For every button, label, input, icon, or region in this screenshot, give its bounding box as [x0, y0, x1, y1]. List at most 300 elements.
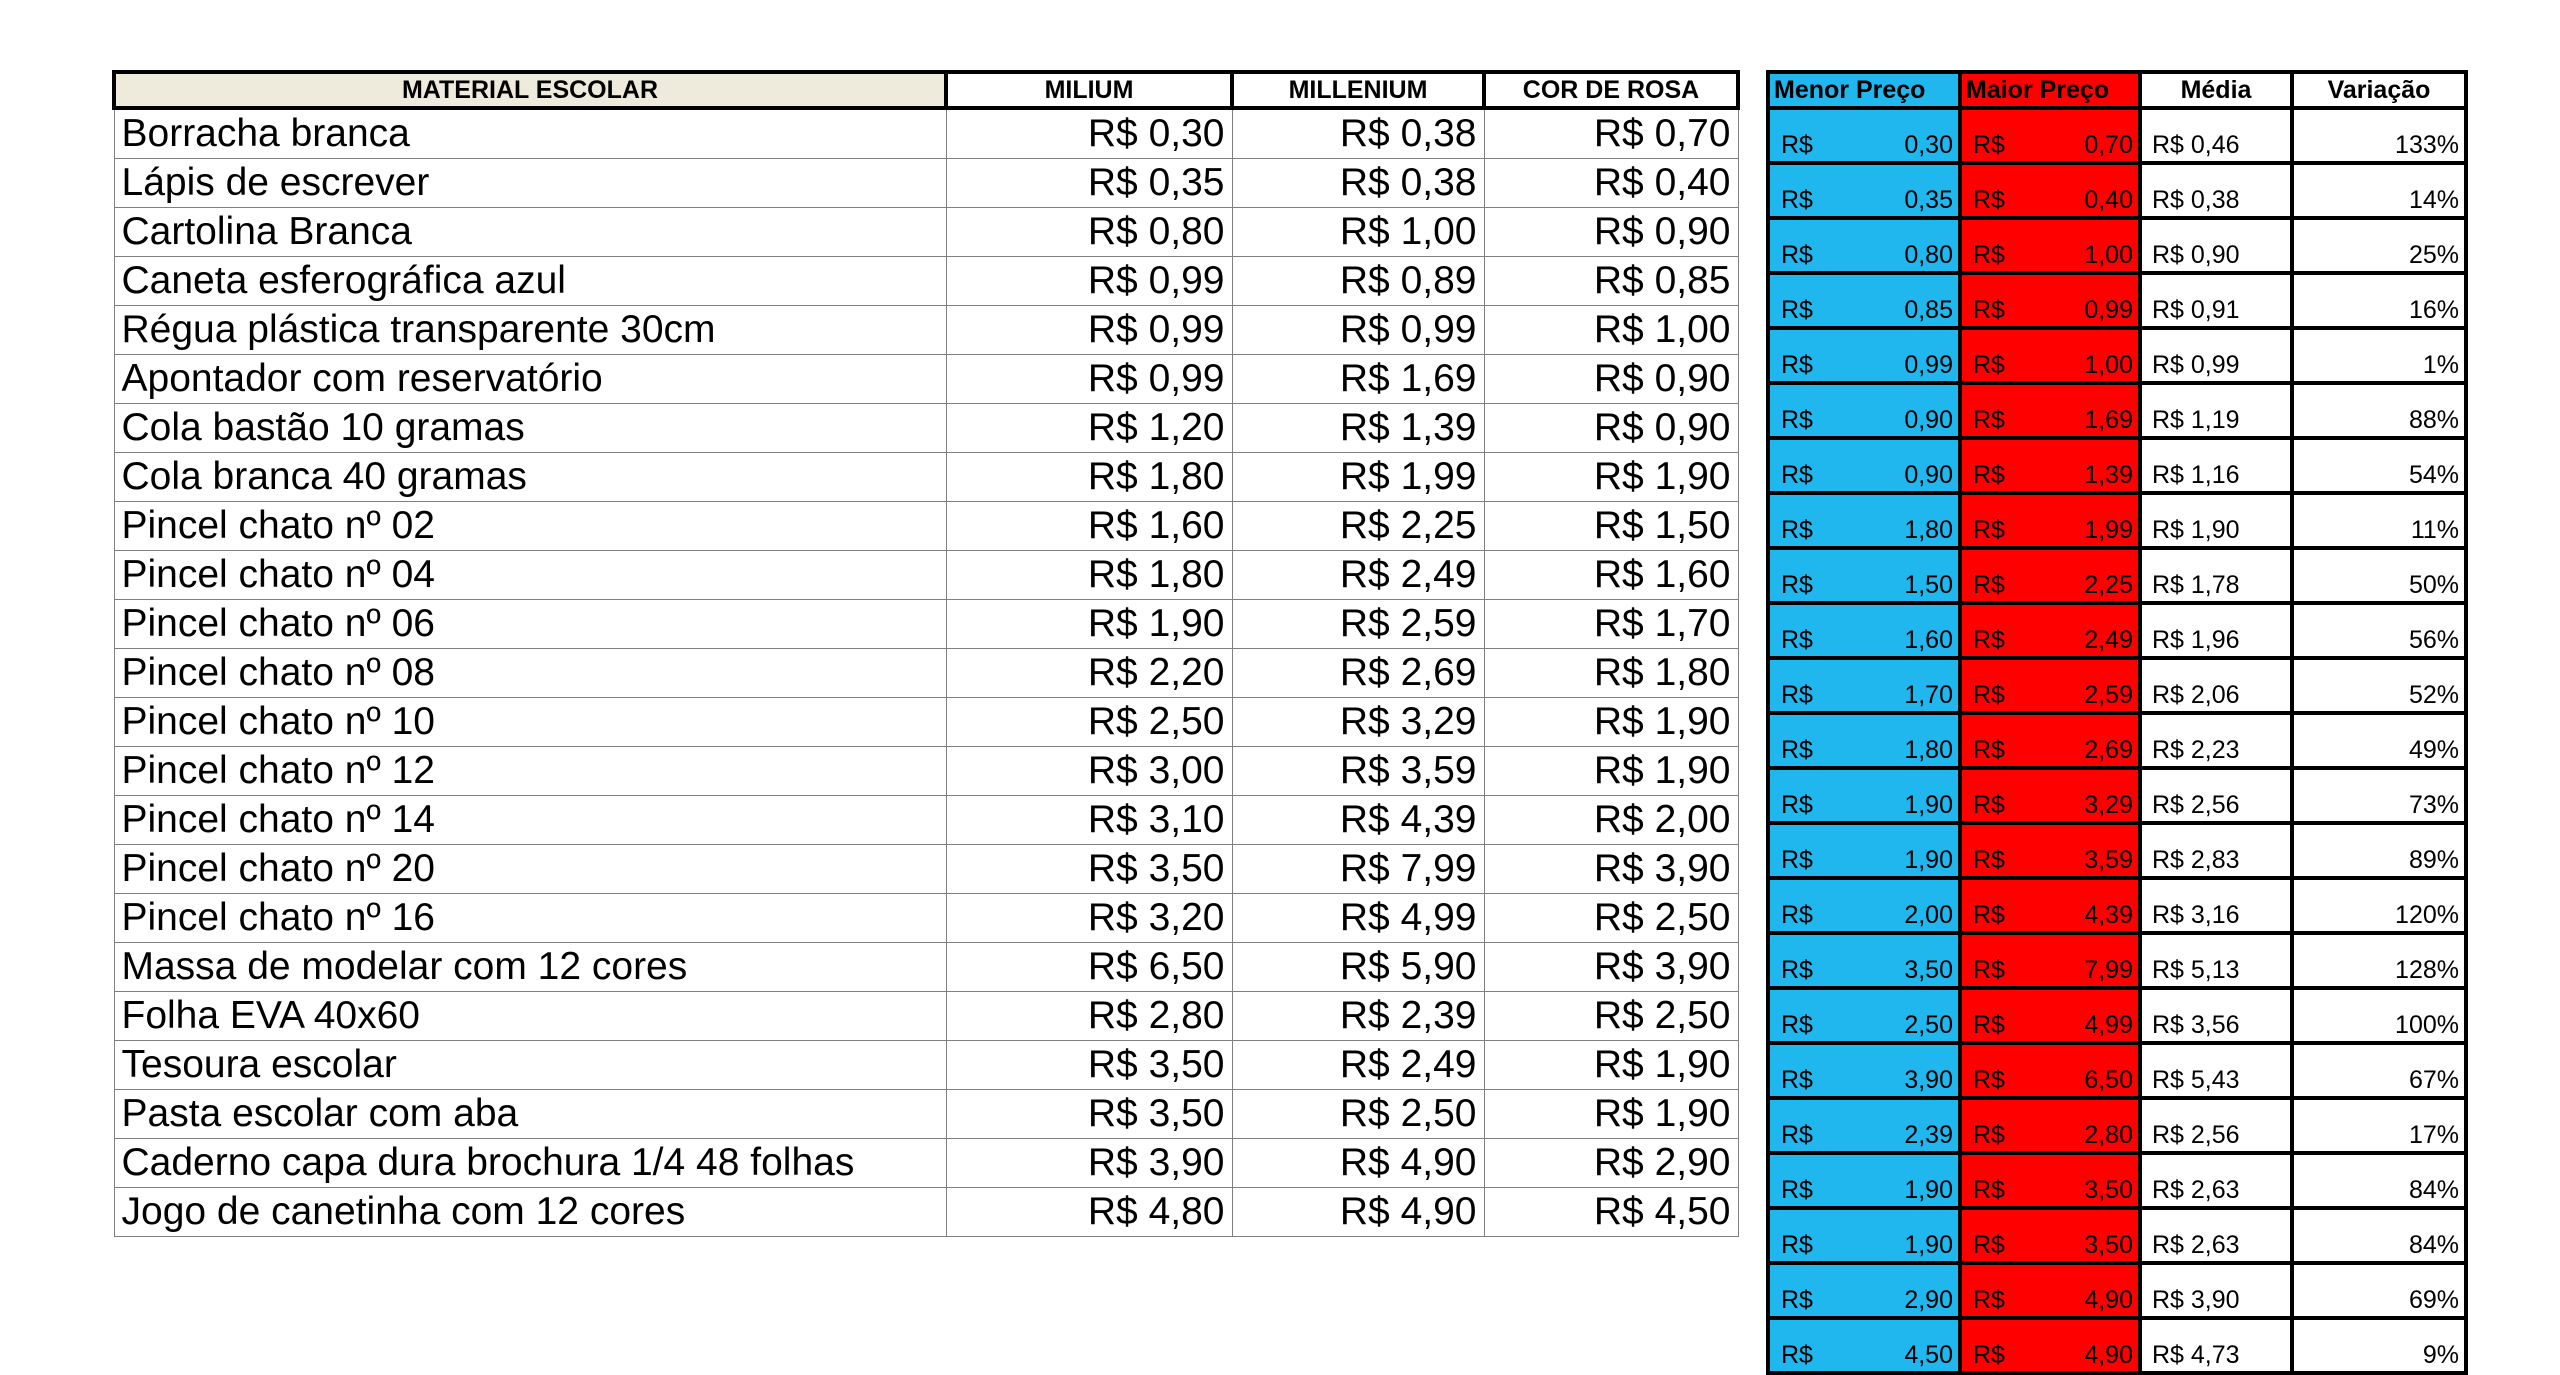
variacao-cell[interactable]: 133% — [2292, 108, 2466, 163]
menor-preco-cell[interactable] — [1768, 163, 1960, 218]
summary-row — [1768, 713, 2466, 768]
currency-symbol: R$ — [1973, 681, 2005, 709]
maior-preco-cell[interactable] — [1960, 273, 2140, 328]
header-material[interactable]: MATERIAL ESCOLAR — [114, 72, 946, 108]
cor-de-rosa-price-cell[interactable]: R$ 1,90 — [1484, 698, 1738, 747]
variacao-cell[interactable]: 25% — [2292, 218, 2466, 273]
money-value — [1775, 847, 1953, 873]
milium-price-cell[interactable]: R$ 3,90 — [946, 1139, 1232, 1188]
currency-symbol: R$ — [1781, 1121, 1813, 1149]
money-value — [1775, 627, 1953, 653]
table-row — [114, 698, 1738, 747]
menor-preco-cell[interactable] — [1768, 713, 1960, 768]
maior-preco-cell[interactable] — [1960, 1043, 2140, 1098]
milium-price-cell[interactable]: R$ 2,50 — [946, 698, 1232, 747]
menor-preco-cell[interactable] — [1768, 218, 1960, 273]
currency-symbol: R$ — [1781, 241, 1813, 269]
menor-preco-cell[interactable] — [1768, 273, 1960, 328]
material-name-cell[interactable]: Pasta escolar com aba — [114, 1090, 946, 1139]
currency-symbol: R$ — [1973, 131, 2005, 159]
amount: 0,90 — [1904, 461, 1953, 489]
maior-preco-cell[interactable] — [1960, 823, 2140, 878]
variacao-cell[interactable]: 67% — [2292, 1043, 2466, 1098]
currency-symbol: R$ — [1973, 1231, 2005, 1259]
cor-de-rosa-price-cell[interactable]: R$ 1,90 — [1484, 747, 1738, 796]
variacao-cell[interactable]: 16% — [2292, 273, 2466, 328]
menor-preco-cell[interactable] — [1768, 878, 1960, 933]
millenium-price-cell[interactable]: R$ 3,59 — [1232, 747, 1484, 796]
maior-preco-cell[interactable] — [1960, 493, 2140, 548]
table-row — [114, 551, 1738, 600]
menor-preco-cell[interactable] — [1768, 108, 1960, 163]
variacao-cell[interactable]: 84% — [2292, 1153, 2466, 1208]
amount: 0,70 — [2084, 131, 2133, 159]
summary-row — [1768, 218, 2466, 273]
milium-price-cell[interactable]: R$ 3,50 — [946, 845, 1232, 894]
amount: 3,50 — [2084, 1231, 2133, 1259]
summary-row — [1768, 933, 2466, 988]
milium-price-cell[interactable]: R$ 6,50 — [946, 943, 1232, 992]
amount: 0,40 — [2084, 186, 2133, 214]
material-name-cell[interactable]: Massa de modelar com 12 cores — [114, 943, 946, 992]
summary-row — [1768, 603, 2466, 658]
currency-symbol: R$ — [1781, 956, 1813, 984]
millenium-price-cell[interactable]: R$ 1,69 — [1232, 355, 1484, 404]
cor-de-rosa-price-cell[interactable]: R$ 1,50 — [1484, 502, 1738, 551]
media-cell[interactable]: R$ 3,16 — [2140, 878, 2292, 933]
media-cell[interactable]: R$ 1,78 — [2140, 548, 2292, 603]
amount: 3,50 — [1904, 956, 1953, 984]
millenium-price-cell[interactable]: R$ 4,39 — [1232, 796, 1484, 845]
milium-price-cell[interactable]: R$ 0,80 — [946, 208, 1232, 257]
currency-symbol: R$ — [1973, 186, 2005, 214]
material-name-cell[interactable]: Lápis de escrever — [114, 159, 946, 208]
media-cell[interactable]: R$ 4,73 — [2140, 1318, 2292, 1373]
currency-symbol: R$ — [1781, 351, 1813, 379]
maior-preco-cell[interactable] — [1960, 1318, 2140, 1373]
material-name-cell[interactable]: Pincel chato nº 04 — [114, 551, 946, 600]
millenium-price-cell[interactable]: R$ 1,99 — [1232, 453, 1484, 502]
maior-preco-cell[interactable] — [1960, 988, 2140, 1043]
millenium-price-cell[interactable]: R$ 2,69 — [1232, 649, 1484, 698]
amount: 1,80 — [1904, 736, 1953, 764]
money-value — [1967, 132, 2133, 158]
maior-preco-cell[interactable] — [1960, 1098, 2140, 1153]
money-value — [1775, 297, 1953, 323]
currency-symbol: R$ — [1781, 1066, 1813, 1094]
millenium-price-cell[interactable]: R$ 2,50 — [1232, 1090, 1484, 1139]
cor-de-rosa-price-cell[interactable]: R$ 1,90 — [1484, 1041, 1738, 1090]
currency-symbol: R$ — [1781, 1176, 1813, 1204]
menor-preco-cell[interactable] — [1768, 1318, 1960, 1373]
milium-price-cell[interactable]: R$ 1,80 — [946, 453, 1232, 502]
media-cell[interactable]: R$ 3,90 — [2140, 1263, 2292, 1318]
cor-de-rosa-price-cell[interactable]: R$ 3,90 — [1484, 943, 1738, 992]
money-value — [1967, 517, 2133, 543]
maior-preco-cell[interactable] — [1960, 1153, 2140, 1208]
media-cell[interactable]: R$ 2,56 — [2140, 768, 2292, 823]
amount: 7,99 — [2084, 956, 2133, 984]
menor-preco-cell[interactable] — [1768, 1098, 1960, 1153]
currency-symbol: R$ — [1973, 846, 2005, 874]
material-name-cell[interactable]: Pincel chato nº 20 — [114, 845, 946, 894]
millenium-price-cell[interactable]: R$ 2,49 — [1232, 551, 1484, 600]
summary-row — [1768, 1263, 2466, 1318]
milium-price-cell[interactable]: R$ 0,99 — [946, 306, 1232, 355]
amount: 2,69 — [2084, 736, 2133, 764]
variacao-cell[interactable]: 9% — [2292, 1318, 2466, 1373]
table-row — [114, 894, 1738, 943]
menor-preco-cell[interactable] — [1768, 988, 1960, 1043]
money-value — [1775, 1287, 1953, 1313]
variacao-cell[interactable]: 52% — [2292, 658, 2466, 713]
millenium-price-cell[interactable]: R$ 3,29 — [1232, 698, 1484, 747]
material-name-cell[interactable]: Caderno capa dura brochura 1/4 48 folhas — [114, 1139, 946, 1188]
currency-symbol: R$ — [1973, 296, 2005, 324]
menor-preco-cell[interactable] — [1768, 438, 1960, 493]
money-value — [1775, 132, 1953, 158]
media-cell[interactable]: R$ 2,56 — [2140, 1098, 2292, 1153]
amount: 2,59 — [2084, 681, 2133, 709]
amount: 0,85 — [1904, 296, 1953, 324]
media-cell[interactable]: R$ 0,38 — [2140, 163, 2292, 218]
milium-price-cell[interactable]: R$ 2,80 — [946, 992, 1232, 1041]
cor-de-rosa-price-cell[interactable]: R$ 1,90 — [1484, 1090, 1738, 1139]
milium-price-cell[interactable]: R$ 1,90 — [946, 600, 1232, 649]
header-millenium[interactable]: MILLENIUM — [1232, 72, 1484, 108]
milium-price-cell[interactable]: R$ 0,99 — [946, 355, 1232, 404]
money-value — [1967, 902, 2133, 928]
amount: 4,50 — [1904, 1341, 1953, 1369]
menor-preco-cell[interactable] — [1768, 823, 1960, 878]
menor-preco-cell[interactable] — [1768, 768, 1960, 823]
amount: 1,90 — [1904, 1231, 1953, 1259]
money-value — [1775, 1177, 1953, 1203]
amount: 2,50 — [1904, 1011, 1953, 1039]
money-value — [1967, 572, 2133, 598]
material-name-cell[interactable]: Pincel chato nº 02 — [114, 502, 946, 551]
maior-preco-cell[interactable] — [1960, 163, 2140, 218]
media-cell[interactable]: R$ 2,63 — [2140, 1208, 2292, 1263]
money-value — [1775, 187, 1953, 213]
summary-row — [1768, 658, 2466, 713]
amount: 3,29 — [2084, 791, 2133, 819]
amount: 4,39 — [2084, 901, 2133, 929]
millenium-price-cell[interactable]: R$ 0,89 — [1232, 257, 1484, 306]
amount: 1,60 — [1904, 626, 1953, 654]
table-row — [114, 306, 1738, 355]
amount: 1,99 — [2084, 516, 2133, 544]
maior-preco-cell[interactable] — [1960, 548, 2140, 603]
milium-price-cell[interactable]: R$ 0,35 — [946, 159, 1232, 208]
maior-preco-cell[interactable] — [1960, 658, 2140, 713]
amount: 2,39 — [1904, 1121, 1953, 1149]
cor-de-rosa-price-cell[interactable]: R$ 0,90 — [1484, 208, 1738, 257]
media-cell[interactable]: R$ 2,06 — [2140, 658, 2292, 713]
currency-symbol: R$ — [1973, 461, 2005, 489]
media-cell[interactable]: R$ 0,46 — [2140, 108, 2292, 163]
maior-preco-cell[interactable] — [1960, 383, 2140, 438]
variacao-cell[interactable]: 50% — [2292, 548, 2466, 603]
amount: 1,69 — [2084, 406, 2133, 434]
money-value — [1775, 407, 1953, 433]
maior-preco-cell[interactable] — [1960, 713, 2140, 768]
maior-preco-cell[interactable] — [1960, 438, 2140, 493]
milium-price-cell[interactable]: R$ 4,80 — [946, 1188, 1232, 1237]
variacao-cell[interactable]: 1% — [2292, 328, 2466, 383]
summary-row — [1768, 108, 2466, 163]
maior-preco-cell[interactable] — [1960, 108, 2140, 163]
amount: 1,90 — [1904, 846, 1953, 874]
millenium-price-cell[interactable]: R$ 0,38 — [1232, 159, 1484, 208]
cor-de-rosa-price-cell[interactable]: R$ 1,70 — [1484, 600, 1738, 649]
millenium-price-cell[interactable]: R$ 2,39 — [1232, 992, 1484, 1041]
material-name-cell[interactable]: Pincel chato nº 08 — [114, 649, 946, 698]
material-name-cell[interactable]: Pincel chato nº 14 — [114, 796, 946, 845]
money-value — [1967, 682, 2133, 708]
currency-symbol: R$ — [1973, 1341, 2005, 1369]
menor-preco-cell[interactable] — [1768, 1263, 1960, 1318]
media-cell[interactable]: R$ 2,23 — [2140, 713, 2292, 768]
menor-preco-cell[interactable] — [1768, 328, 1960, 383]
table-row — [114, 796, 1738, 845]
variacao-cell[interactable]: 49% — [2292, 713, 2466, 768]
amount: 2,49 — [2084, 626, 2133, 654]
table-row — [114, 649, 1738, 698]
maior-preco-cell[interactable] — [1960, 603, 2140, 658]
media-cell[interactable]: R$ 0,90 — [2140, 218, 2292, 273]
header-menor-preco[interactable]: Menor Preço — [1768, 72, 1960, 108]
millenium-price-cell[interactable]: R$ 5,90 — [1232, 943, 1484, 992]
money-value — [1967, 1067, 2133, 1093]
milium-price-cell[interactable]: R$ 3,10 — [946, 796, 1232, 845]
money-value — [1775, 1122, 1953, 1148]
cor-de-rosa-price-cell[interactable]: R$ 0,90 — [1484, 355, 1738, 404]
money-value — [1775, 1232, 1953, 1258]
variacao-cell[interactable]: 11% — [2292, 493, 2466, 548]
media-cell[interactable]: R$ 0,99 — [2140, 328, 2292, 383]
menor-preco-cell[interactable] — [1768, 658, 1960, 713]
currency-symbol: R$ — [1973, 406, 2005, 434]
millenium-price-cell[interactable]: R$ 4,99 — [1232, 894, 1484, 943]
variacao-cell[interactable]: 89% — [2292, 823, 2466, 878]
currency-symbol: R$ — [1973, 736, 2005, 764]
millenium-price-cell[interactable]: R$ 0,99 — [1232, 306, 1484, 355]
variacao-cell[interactable]: 56% — [2292, 603, 2466, 658]
amount: 3,59 — [2084, 846, 2133, 874]
maior-preco-cell[interactable] — [1960, 328, 2140, 383]
currency-symbol: R$ — [1781, 1011, 1813, 1039]
media-cell[interactable]: R$ 5,43 — [2140, 1043, 2292, 1098]
currency-symbol: R$ — [1973, 241, 2005, 269]
media-cell[interactable]: R$ 1,19 — [2140, 383, 2292, 438]
cor-de-rosa-price-cell[interactable]: R$ 1,60 — [1484, 551, 1738, 600]
variacao-cell[interactable]: 128% — [2292, 933, 2466, 988]
milium-price-cell[interactable]: R$ 3,50 — [946, 1041, 1232, 1090]
media-cell[interactable]: R$ 1,16 — [2140, 438, 2292, 493]
variacao-cell[interactable]: 17% — [2292, 1098, 2466, 1153]
variacao-cell[interactable]: 14% — [2292, 163, 2466, 218]
milium-price-cell[interactable]: R$ 1,20 — [946, 404, 1232, 453]
media-cell[interactable]: R$ 2,63 — [2140, 1153, 2292, 1208]
milium-price-cell[interactable]: R$ 3,00 — [946, 747, 1232, 796]
menor-preco-cell[interactable] — [1768, 548, 1960, 603]
menor-preco-cell[interactable] — [1768, 383, 1960, 438]
cor-de-rosa-price-cell[interactable]: R$ 0,40 — [1484, 159, 1738, 208]
material-name-cell[interactable]: Apontador com reservatório — [114, 355, 946, 404]
menor-preco-cell[interactable] — [1768, 493, 1960, 548]
variacao-cell[interactable]: 84% — [2292, 1208, 2466, 1263]
table-row — [114, 404, 1738, 453]
header-cor-de-rosa[interactable]: COR DE ROSA — [1484, 72, 1738, 108]
variacao-cell[interactable]: 120% — [2292, 878, 2466, 933]
cor-de-rosa-price-cell[interactable]: R$ 0,85 — [1484, 257, 1738, 306]
milium-price-cell[interactable]: R$ 3,20 — [946, 894, 1232, 943]
currency-symbol: R$ — [1781, 901, 1813, 929]
cor-de-rosa-price-cell[interactable]: R$ 0,70 — [1484, 108, 1738, 159]
header-media[interactable]: Média — [2140, 72, 2292, 108]
table-row — [114, 600, 1738, 649]
menor-preco-cell[interactable] — [1768, 603, 1960, 658]
variacao-cell[interactable]: 54% — [2292, 438, 2466, 493]
table-row — [114, 1139, 1738, 1188]
price-comparison-table — [112, 70, 1740, 1237]
cor-de-rosa-price-cell[interactable]: R$ 2,90 — [1484, 1139, 1738, 1188]
millenium-price-cell[interactable]: R$ 2,49 — [1232, 1041, 1484, 1090]
table-row — [114, 747, 1738, 796]
variacao-cell[interactable]: 69% — [2292, 1263, 2466, 1318]
cor-de-rosa-price-cell[interactable]: R$ 4,50 — [1484, 1188, 1738, 1237]
summary-table — [1766, 70, 2468, 1375]
millenium-price-cell[interactable]: R$ 4,90 — [1232, 1188, 1484, 1237]
material-name-cell[interactable]: Tesoura escolar — [114, 1041, 946, 1090]
cor-de-rosa-price-cell[interactable]: R$ 2,50 — [1484, 894, 1738, 943]
milium-price-cell[interactable]: R$ 1,80 — [946, 551, 1232, 600]
money-value — [1967, 242, 2133, 268]
cor-de-rosa-price-cell[interactable]: R$ 1,80 — [1484, 649, 1738, 698]
millenium-price-cell[interactable]: R$ 4,90 — [1232, 1139, 1484, 1188]
variacao-cell[interactable]: 100% — [2292, 988, 2466, 1043]
material-name-cell[interactable]: Pincel chato nº 10 — [114, 698, 946, 747]
money-value — [1775, 242, 1953, 268]
amount: 0,30 — [1904, 131, 1953, 159]
material-name-cell[interactable]: Pincel chato nº 12 — [114, 747, 946, 796]
money-value — [1967, 1287, 2133, 1313]
millenium-price-cell[interactable]: R$ 2,25 — [1232, 502, 1484, 551]
summary-row — [1768, 1318, 2466, 1373]
money-value — [1775, 462, 1953, 488]
milium-price-cell[interactable]: R$ 0,30 — [946, 108, 1232, 159]
header-milium[interactable]: MILIUM — [946, 72, 1232, 108]
milium-price-cell[interactable]: R$ 1,60 — [946, 502, 1232, 551]
material-name-cell[interactable]: Pincel chato nº 16 — [114, 894, 946, 943]
summary-row — [1768, 988, 2466, 1043]
money-value — [1967, 1122, 2133, 1148]
material-name-cell[interactable]: Cartolina Branca — [114, 208, 946, 257]
maior-preco-cell[interactable] — [1960, 768, 2140, 823]
amount: 1,00 — [2084, 241, 2133, 269]
header-maior-preco[interactable]: Maior Preço — [1960, 72, 2140, 108]
millenium-price-cell[interactable]: R$ 1,00 — [1232, 208, 1484, 257]
cor-de-rosa-price-cell[interactable]: R$ 0,90 — [1484, 404, 1738, 453]
table-row — [114, 159, 1738, 208]
currency-symbol: R$ — [1781, 1286, 1813, 1314]
money-value — [1967, 847, 2133, 873]
millenium-price-cell[interactable]: R$ 0,38 — [1232, 108, 1484, 159]
maior-preco-cell[interactable] — [1960, 1208, 2140, 1263]
amount: 3,90 — [1904, 1066, 1953, 1094]
media-cell[interactable]: R$ 2,83 — [2140, 823, 2292, 878]
header-variacao[interactable]: Variação — [2292, 72, 2466, 108]
material-name-cell[interactable]: Folha EVA 40x60 — [114, 992, 946, 1041]
variacao-cell[interactable]: 88% — [2292, 383, 2466, 438]
menor-preco-cell[interactable] — [1768, 933, 1960, 988]
maior-preco-cell[interactable] — [1960, 1263, 2140, 1318]
material-name-cell[interactable]: Cola branca 40 gramas — [114, 453, 946, 502]
currency-symbol: R$ — [1781, 1341, 1813, 1369]
currency-symbol: R$ — [1781, 186, 1813, 214]
summary-row — [1768, 273, 2466, 328]
table-row — [114, 355, 1738, 404]
maior-preco-cell[interactable] — [1960, 878, 2140, 933]
material-name-cell[interactable]: Pincel chato nº 06 — [114, 600, 946, 649]
currency-symbol: R$ — [1973, 1286, 2005, 1314]
milium-price-cell[interactable]: R$ 2,20 — [946, 649, 1232, 698]
maior-preco-cell[interactable] — [1960, 218, 2140, 273]
millenium-price-cell[interactable]: R$ 7,99 — [1232, 845, 1484, 894]
milium-price-cell[interactable]: R$ 0,99 — [946, 257, 1232, 306]
millenium-price-cell[interactable]: R$ 2,59 — [1232, 600, 1484, 649]
cor-de-rosa-price-cell[interactable]: R$ 2,50 — [1484, 992, 1738, 1041]
currency-symbol: R$ — [1781, 571, 1813, 599]
media-cell[interactable]: R$ 1,90 — [2140, 493, 2292, 548]
menor-preco-cell[interactable] — [1768, 1208, 1960, 1263]
currency-symbol: R$ — [1781, 461, 1813, 489]
summary-row — [1768, 163, 2466, 218]
millenium-price-cell[interactable]: R$ 1,39 — [1232, 404, 1484, 453]
cor-de-rosa-price-cell[interactable]: R$ 1,90 — [1484, 453, 1738, 502]
cor-de-rosa-price-cell[interactable]: R$ 3,90 — [1484, 845, 1738, 894]
material-name-cell[interactable]: Régua plástica transparente 30cm — [114, 306, 946, 355]
material-name-cell[interactable]: Jogo de canetinha com 12 cores — [114, 1188, 946, 1237]
menor-preco-cell[interactable] — [1768, 1153, 1960, 1208]
media-cell[interactable]: R$ 0,91 — [2140, 273, 2292, 328]
media-cell[interactable]: R$ 3,56 — [2140, 988, 2292, 1043]
table-row — [114, 257, 1738, 306]
material-name-cell[interactable]: Cola bastão 10 gramas — [114, 404, 946, 453]
amount: 1,00 — [2084, 351, 2133, 379]
money-value — [1775, 957, 1953, 983]
currency-symbol: R$ — [1781, 131, 1813, 159]
material-name-cell[interactable]: Caneta esferográfica azul — [114, 257, 946, 306]
variacao-cell[interactable]: 73% — [2292, 768, 2466, 823]
media-cell[interactable]: R$ 5,13 — [2140, 933, 2292, 988]
amount: 2,00 — [1904, 901, 1953, 929]
menor-preco-cell[interactable] — [1768, 1043, 1960, 1098]
milium-price-cell[interactable]: R$ 3,50 — [946, 1090, 1232, 1139]
summary-row — [1768, 493, 2466, 548]
table-row — [114, 1188, 1738, 1237]
material-name-cell[interactable]: Borracha branca — [114, 108, 946, 159]
summary-row — [1768, 1153, 2466, 1208]
summary-row — [1768, 438, 2466, 493]
media-cell[interactable]: R$ 1,96 — [2140, 603, 2292, 658]
money-value — [1775, 737, 1953, 763]
summary-row — [1768, 768, 2466, 823]
cor-de-rosa-price-cell[interactable]: R$ 2,00 — [1484, 796, 1738, 845]
maior-preco-cell[interactable] — [1960, 933, 2140, 988]
cor-de-rosa-price-cell[interactable]: R$ 1,00 — [1484, 306, 1738, 355]
